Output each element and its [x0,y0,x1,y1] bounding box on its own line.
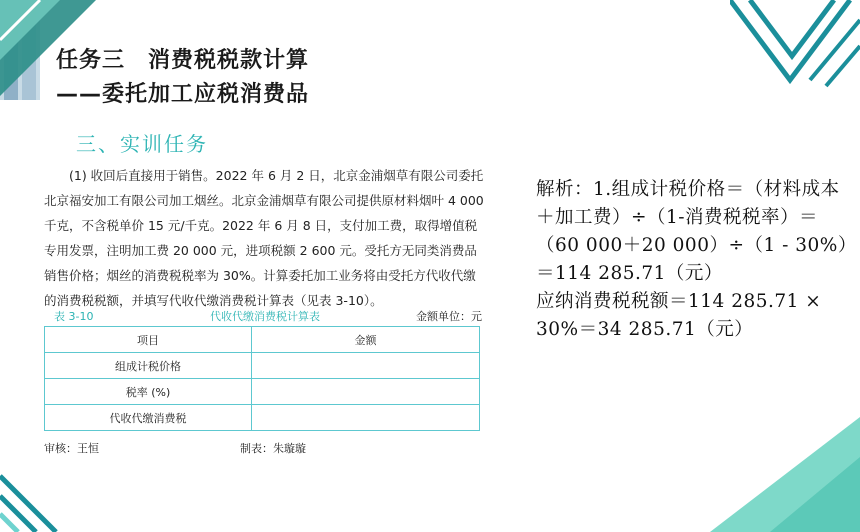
table-number: 表 3-10 [54,310,94,323]
table-caption-row [44,306,482,324]
section-heading: 三、实训任务 [76,132,208,156]
table-cell-amount [252,379,480,405]
analysis-line-1: 解析：1.组成计税价格＝（材料成本＋加工费）÷（1-消费税税率）＝（60 000＋20 000）÷（1 - 30%）＝114 285.71（元） [536,179,857,284]
table-cell-amount [252,353,480,379]
title-line-2: ——委托加工应税消费品 [56,82,310,107]
corner-decoration-top-right [730,0,860,95]
table-cell-item: 代收代缴消费税 [45,405,252,431]
analysis-line-2: 应纳消费税税额＝114 285.71 × 30%＝34 285.71（元） [536,291,822,340]
slide-title [56,44,309,112]
table-cell-item: 组成计税价格 [45,353,252,379]
table-unit: 金额单位：元 [416,310,482,323]
table-header-item: 项目 [45,327,252,353]
table-header-row [45,327,480,353]
table-row [45,353,480,379]
tax-calculation-table [44,326,480,431]
table-caption: 代收代缴消费税计算表 [210,310,320,323]
corner-decoration-bottom-right [690,417,860,532]
table-row [45,405,480,431]
problem-text: (1) 收回后直接用于销售。2022 年 6 月 2 日，北京金浦烟草有限公司委托北京福安加工有限公司加工烟丝。北京金浦烟草有限公司提供原材料烟叶 4 000 千克，不含税单价 15 元/千克。2022 年 6 月 8 日，支付加工费，取得增值税专用发票，注明加工费 20 000 元，进项税额 2 600 元。受托方无同类消费品销售价格；烟丝的消费税税率为 30%。计算委托加工业务将由受托方代收代缴的消费税税额，并填写代收代缴消费税计算表（见表 3-10）。 [44,168,484,308]
analysis-block [536,176,858,344]
table-row [45,379,480,405]
table-cell-item: 税率 (%) [45,379,252,405]
corner-decoration-bottom-left [0,452,80,532]
table-header-amount: 金额 [252,327,480,353]
preparer-label: 制表：朱璇璇 [240,442,306,455]
title-line-1: 任务三 消费税税款计算 [56,48,310,73]
table-cell-amount [252,405,480,431]
problem-paragraph [44,163,484,313]
reviewer-label: 审核：王恒 [44,442,99,455]
